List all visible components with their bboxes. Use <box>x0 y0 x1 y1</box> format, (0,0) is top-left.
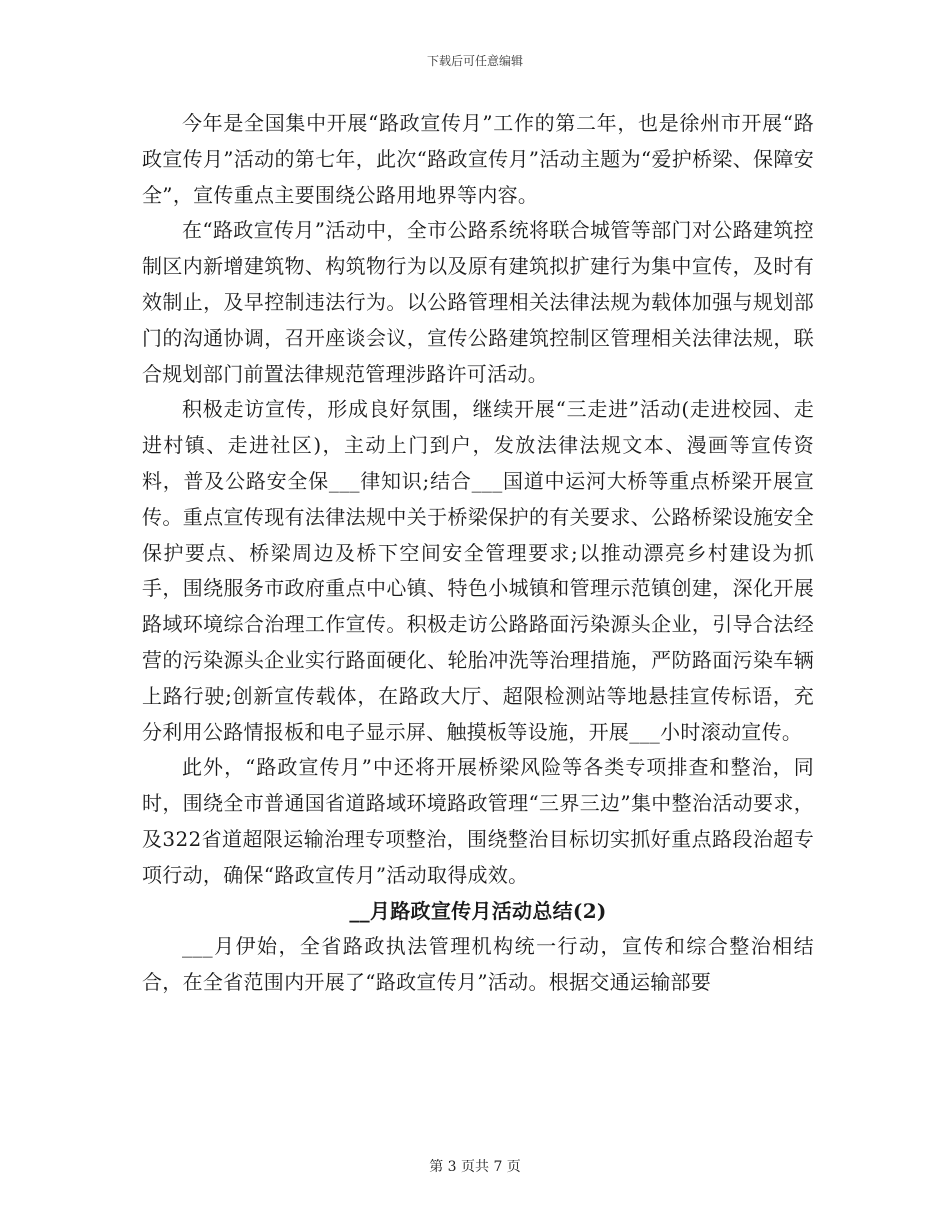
paragraph-3: 积极走访宣传，形成良好氛围，继续开展“三走进”活动(走进校园、走进村镇、走进社区)，主动上门到户，发放法律法规文本、漫画等宣传资料，普及公路安全保___律知识;结合___国道中运河大桥等重点桥梁开展宣传。重点宣传现有法律法规中关于桥梁保护的有关要求、公路桥梁设施安全保护要点、桥梁周边及桥下空间安全管理要求;以推动漂亮乡村建设为抓手，围绕服务市政府重点中心镇、特色小城镇和管理示范镇创建，深化开展路域环境综合治理工作宣传。积极走访公路路面污染源头企业，引导合法经营的污染源头企业实行路面硬化、轮胎冲洗等治理措施，严防路面污染车辆上路行驶;创新宣传载体，在路政大厅、超限检测站等地悬挂宣传标语，充分利用公路情报板和电子显示屏、触摸板等设施，开展___小时滚动宣传。 <box>142 397 814 744</box>
document-body <box>142 106 814 1001</box>
paragraph-4: 此外，“路政宣传月”中还将开展桥梁风险等各类专项排查和整治，同时，围绕全市普通国省道路域环境路政管理“三界三边”集中整治活动要求，及322省道超限运输治理专项整治，围绕整治目标切实抓好重点路段治超专项行动，确保“路政宣传月”活动取得成效。 <box>142 755 814 887</box>
page-header: 下载后可任意编辑 <box>426 54 523 68</box>
page-footer: 第 3 页共 7 页 <box>429 1159 521 1175</box>
section-title: __月路政宣传月活动总结(2) <box>349 898 607 923</box>
paragraph-1: 今年是全国集中开展“路政宣传月”工作的第二年，也是徐州市开展“路政宣传月”活动的第七年，此次“路政宣传月”活动主题为“爱护桥梁、保障安全”，宣传重点主要围绕公路用地界等内容。 <box>142 111 814 207</box>
paragraph-5: ___月伊始，全省路政执法管理机构统一行动，宣传和综合整治相结合，在全省范围内开展了“路政宣传月”活动。根据交通运输部要 <box>142 934 814 995</box>
paragraph-2: 在“路政宣传月”活动中，全市公路系统将联合城管等部门对公路建筑控制区内新增建筑物、构筑物行为以及原有建筑拟扩建行为集中宣传，及时有效制止，及早控制违法行为。以公路管理相关法律法规为载体加强与规划部门的沟通协调，召开座谈会议，宣传公路建筑控制区管理相关法律法规，联合规划部门前置法律规范管理涉路许可活动。 <box>142 218 814 386</box>
